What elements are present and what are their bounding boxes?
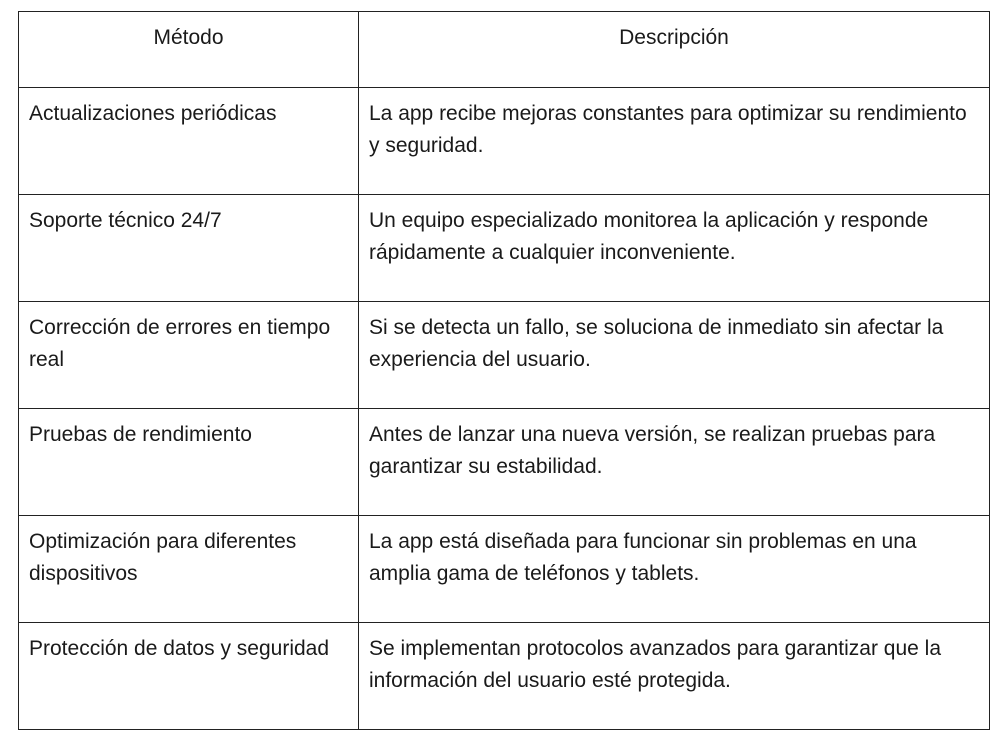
header-method: Método [19,12,359,88]
description-cell: La app está diseñada para funcionar sin problemas en una amplia gama de teléfonos y tablets. [359,516,990,623]
description-cell: Antes de lanzar una nueva versión, se realizan pruebas para garantizar su estabilidad. [359,409,990,516]
method-cell: Protección de datos y seguridad [19,623,359,730]
description-cell: Un equipo especializado monitorea la aplicación y responde rápidamente a cualquier inconveniente. [359,195,990,302]
table-header-row [19,12,990,88]
description-cell: La app recibe mejoras constantes para optimizar su rendimiento y seguridad. [359,88,990,195]
method-cell: Actualizaciones periódicas [19,88,359,195]
table-row [19,88,990,195]
table-row [19,409,990,516]
table-row [19,623,990,730]
method-cell: Soporte técnico 24/7 [19,195,359,302]
description-cell: Se implementan protocolos avanzados para garantizar que la información del usuario esté protegida. [359,623,990,730]
header-description: Descripción [359,12,990,88]
table-row [19,516,990,623]
method-cell: Optimización para diferentes dispositivos [19,516,359,623]
table-row [19,195,990,302]
table-row [19,302,990,409]
method-cell: Pruebas de rendimiento [19,409,359,516]
description-cell: Si se detecta un fallo, se soluciona de inmediato sin afectar la experiencia del usuario. [359,302,990,409]
method-cell: Corrección de errores en tiempo real [19,302,359,409]
methods-table [18,11,990,730]
